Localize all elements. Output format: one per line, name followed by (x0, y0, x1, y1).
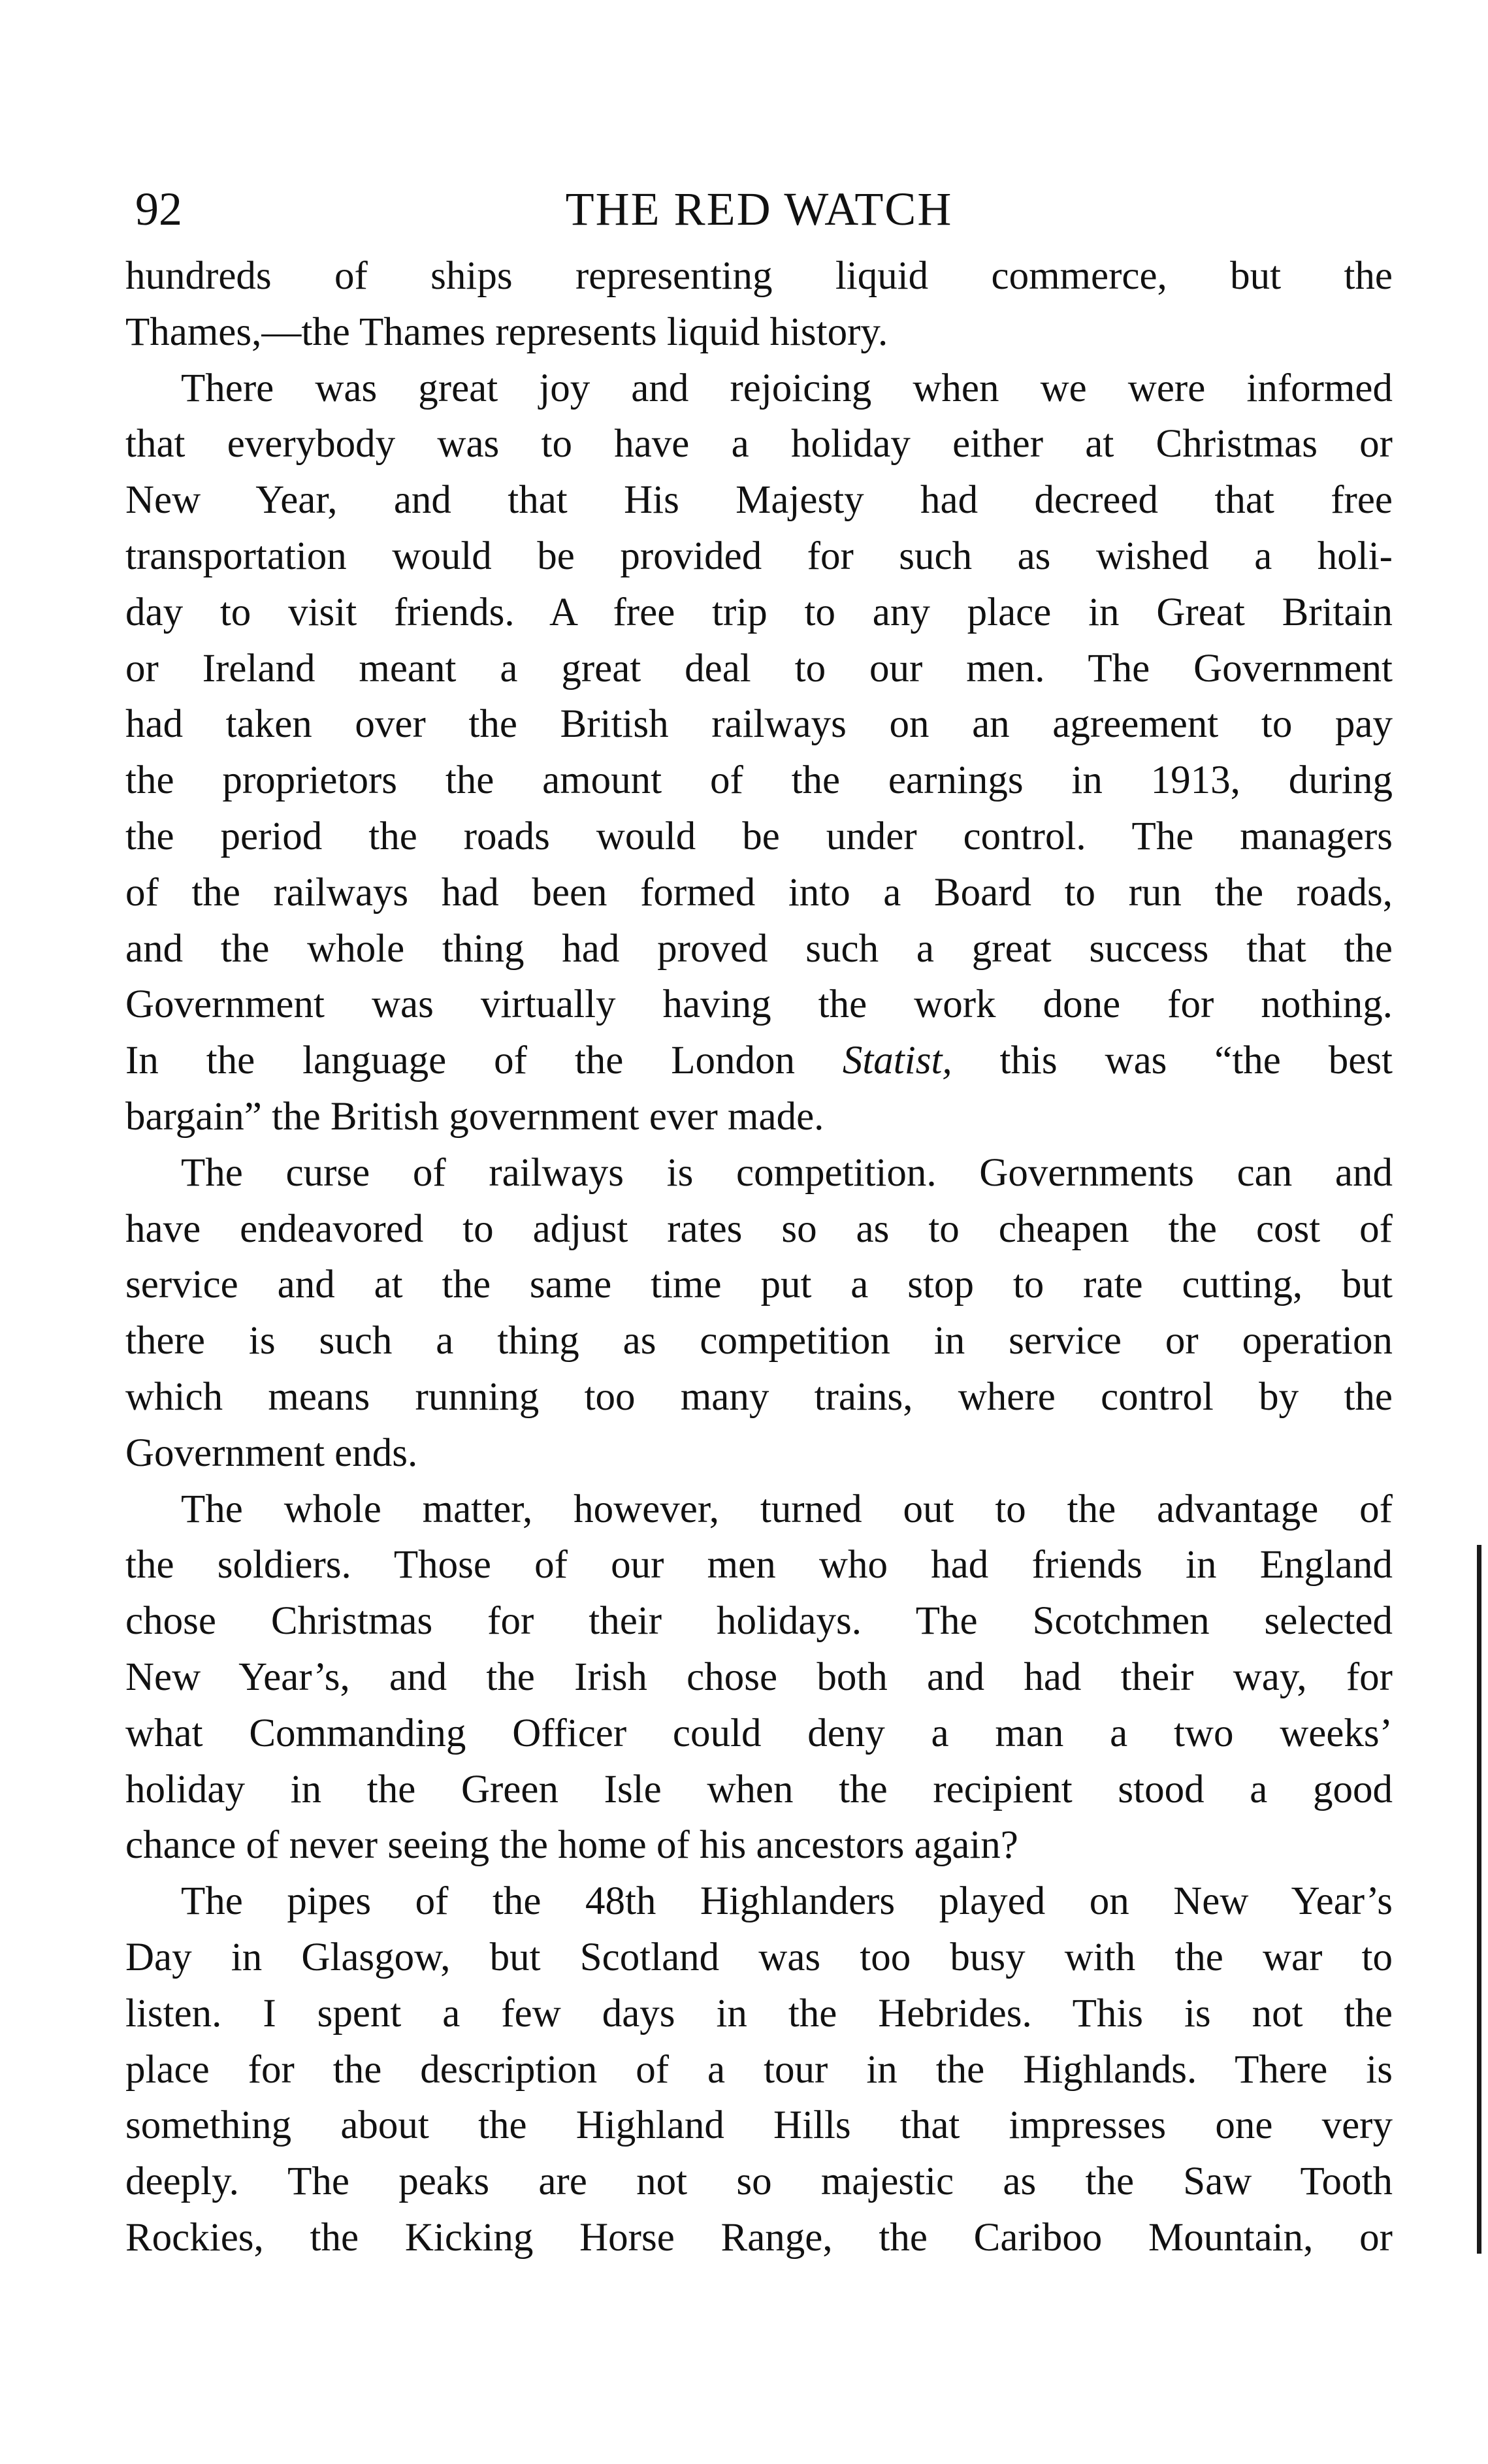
text-line: hundreds of ships representing liquid commerce, but the (125, 254, 1393, 298)
text-line: There was great joy and rejoicing when we were informed (181, 366, 1393, 410)
text-line: chose Christmas for their holidays. The Scotchmen selected (125, 1599, 1393, 1644)
text-line: the soldiers. Those of our men who had friends in England (125, 1543, 1393, 1587)
text-line: have endeavored to adjust rates so as to cheapen the cost of (125, 1207, 1393, 1251)
text-line: Rockies, the Kicking Horse Range, the Cariboo Mountain, or (125, 2215, 1393, 2260)
paragraph (125, 1482, 1393, 1874)
text-line: Government ends. (125, 1431, 418, 1475)
running-title: THE RED WATCH (565, 183, 953, 235)
paragraph (125, 1145, 1393, 1482)
text-line: and the whole thing had proved such a great success that the (125, 926, 1393, 971)
text-line: New Year’s, and the Irish chose both and had their way, for (125, 1655, 1393, 1699)
text-line: deeply. The peaks are not so majestic as the Saw Tooth (125, 2160, 1393, 2204)
text-line: that everybody was to have a holiday either at Christmas or (125, 422, 1393, 466)
text-line: listen. I spent a few days in the Hebrides. This is not the (125, 1991, 1393, 2035)
text-line: there is such a thing as competition in service or operation (125, 1319, 1393, 1363)
text-line: what Commanding Officer could deny a man a two weeks’ (125, 1711, 1393, 1755)
paragraph (125, 248, 1393, 361)
text-line: day to visit friends. A free trip to any place in Great Britain (125, 590, 1393, 634)
text-line: or Ireland meant a great deal to our men. The Government (125, 646, 1393, 690)
text-line: New Year, and that His Majesty had decreed that free (125, 478, 1393, 523)
text-line: The whole matter, however, turned out to the advantage of (181, 1487, 1393, 1531)
page-number: 92 (135, 183, 182, 235)
text-line: of the railways had been formed into a Board to run the roads, (125, 870, 1393, 915)
text-line: which means running too many trains, where control by the (125, 1374, 1393, 1419)
text-line: the proprietors the amount of the earnings in 1913, during (125, 758, 1393, 803)
text-line: holiday in the Green Isle when the recipient stood a good (125, 1767, 1393, 1811)
text-line: something about the Highland Hills that impresses one very (125, 2103, 1393, 2148)
text-line: Government was virtually having the work done for nothing. (125, 982, 1393, 1027)
page-edge-shadow (1477, 1545, 1481, 2254)
text-line: The pipes of the 48th Highlanders played on New Year’s (181, 1879, 1393, 1924)
text-line: bargain” the British government ever made. (125, 1094, 824, 1139)
text-line: chance of never seeing the home of his ancestors again? (125, 1823, 1018, 1868)
paragraph (125, 1873, 1393, 2266)
statist-line-before: In the language of the London (125, 1039, 843, 1083)
text-line: had taken over the British railways on an agreement to pay (125, 702, 1393, 747)
text-line: service and at the same time put a stop to rate cutting, but (125, 1263, 1393, 1307)
text-line: the period the roads would be under control. The managers (125, 814, 1393, 858)
publication-title: Statist, (842, 1039, 952, 1083)
text-line: The curse of railways is competition. Governments can and (181, 1150, 1393, 1195)
paragraph (125, 361, 1393, 1145)
text-line: transportation would be provided for such as wished a holi- (125, 534, 1393, 578)
text-line: place for the description of a tour in the Highlands. There is (125, 2047, 1393, 2092)
body-text (125, 248, 1393, 2266)
statist-line-after: this was “the best (952, 1039, 1393, 1083)
text-line (125, 1033, 1393, 1089)
text-line: Day in Glasgow, but Scotland was too busy with the war to (125, 1935, 1393, 1979)
book-page (125, 170, 1393, 2266)
text-line: Thames,—the Thames represents liquid history. (125, 310, 888, 354)
running-head (125, 170, 1393, 248)
